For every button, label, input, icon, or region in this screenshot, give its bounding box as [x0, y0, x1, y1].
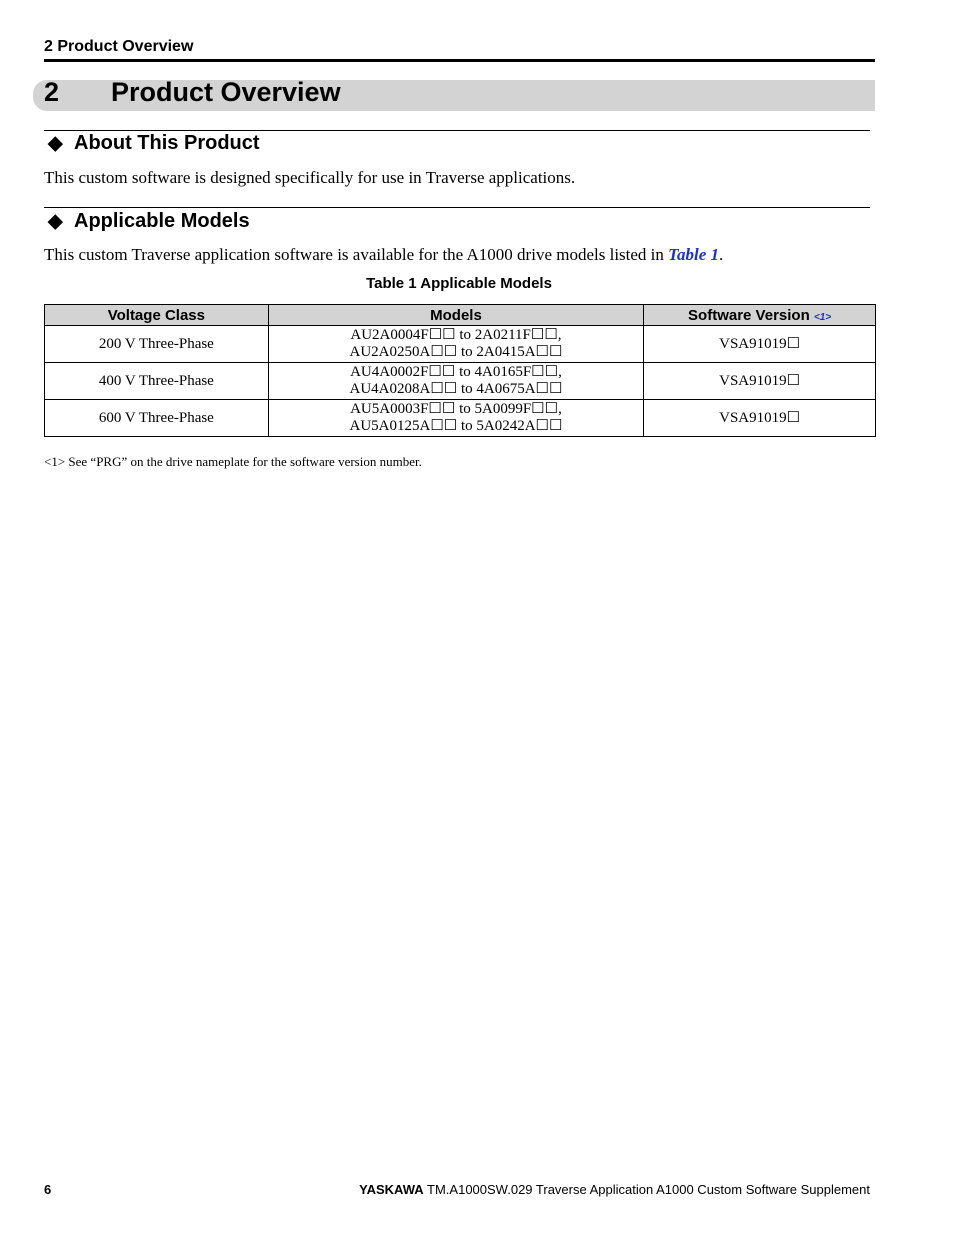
applicable-models-table: [44, 304, 876, 437]
table-row: [45, 400, 876, 437]
models-paragraph-end: .: [719, 245, 724, 264]
models-line: AU2A0004F☐☐ to 2A0211F☐☐,: [350, 327, 562, 343]
footer-brand: YASKAWA: [359, 1182, 424, 1197]
section-heading-about: [48, 132, 260, 155]
version-cell: VSA91019☐: [644, 400, 876, 437]
footnote-ref-link[interactable]: <1>: [813, 311, 832, 323]
header-models: Models: [268, 305, 644, 326]
running-header: 2 Product Overview: [44, 38, 194, 55]
table-row: [45, 326, 876, 363]
chapter-title: Product Overview: [111, 77, 341, 107]
models-line: AU5A0125A☐☐ to 5A0242A☐☐: [349, 418, 563, 434]
models-line: AU4A0208A☐☐ to 4A0675A☐☐: [349, 381, 563, 397]
header-software-version-text: Software Version: [688, 306, 810, 324]
chapter-number: 2: [44, 77, 60, 107]
header-rule: [44, 59, 875, 62]
header-software-version: [644, 305, 876, 326]
table-1-link[interactable]: Table 1: [668, 245, 719, 264]
section-rule-about: [44, 130, 870, 131]
diamond-bullet-icon: ◆: [48, 133, 63, 154]
section-heading-about-text: About This Product: [74, 132, 260, 154]
section-rule-models: [44, 207, 870, 208]
section-heading-models: [48, 210, 250, 233]
models-line: AU2A0250A☐☐ to 2A0415A☐☐: [349, 344, 563, 360]
models-line: AU5A0003F☐☐ to 5A0099F☐☐,: [350, 401, 562, 417]
models-paragraph: [44, 245, 723, 265]
footer-document-name: TM.A1000SW.029 Traverse Application A1000 Custom Software Supplement: [423, 1182, 870, 1197]
version-cell: VSA91019☐: [644, 363, 876, 400]
table-row: [45, 363, 876, 400]
version-cell: VSA91019☐: [644, 326, 876, 363]
voltage-cell: 200 V Three-Phase: [45, 326, 269, 363]
page-number: 6: [44, 1182, 52, 1197]
voltage-cell: 600 V Three-Phase: [45, 400, 269, 437]
section-heading-models-text: Applicable Models: [74, 210, 250, 232]
voltage-cell: 400 V Three-Phase: [45, 363, 269, 400]
diamond-bullet-icon: ◆: [48, 211, 63, 232]
table-footnote: <1> See “PRG” on the drive nameplate for the software version number.: [44, 454, 422, 469]
footer-document-title: [359, 1182, 870, 1197]
models-cell: [268, 363, 644, 400]
models-paragraph-text: This custom Traverse application software is available for the A1000 drive models listed in: [44, 245, 669, 264]
models-cell: [268, 400, 644, 437]
models-cell: [268, 326, 644, 363]
models-line: AU4A0002F☐☐ to 4A0165F☐☐,: [350, 364, 562, 380]
about-paragraph: This custom software is designed specifically for use in Traverse applications.: [44, 168, 576, 187]
header-voltage-class: Voltage Class: [45, 305, 269, 326]
table-caption: Table 1 Applicable Models: [366, 275, 552, 292]
table-header-row: [45, 305, 876, 326]
